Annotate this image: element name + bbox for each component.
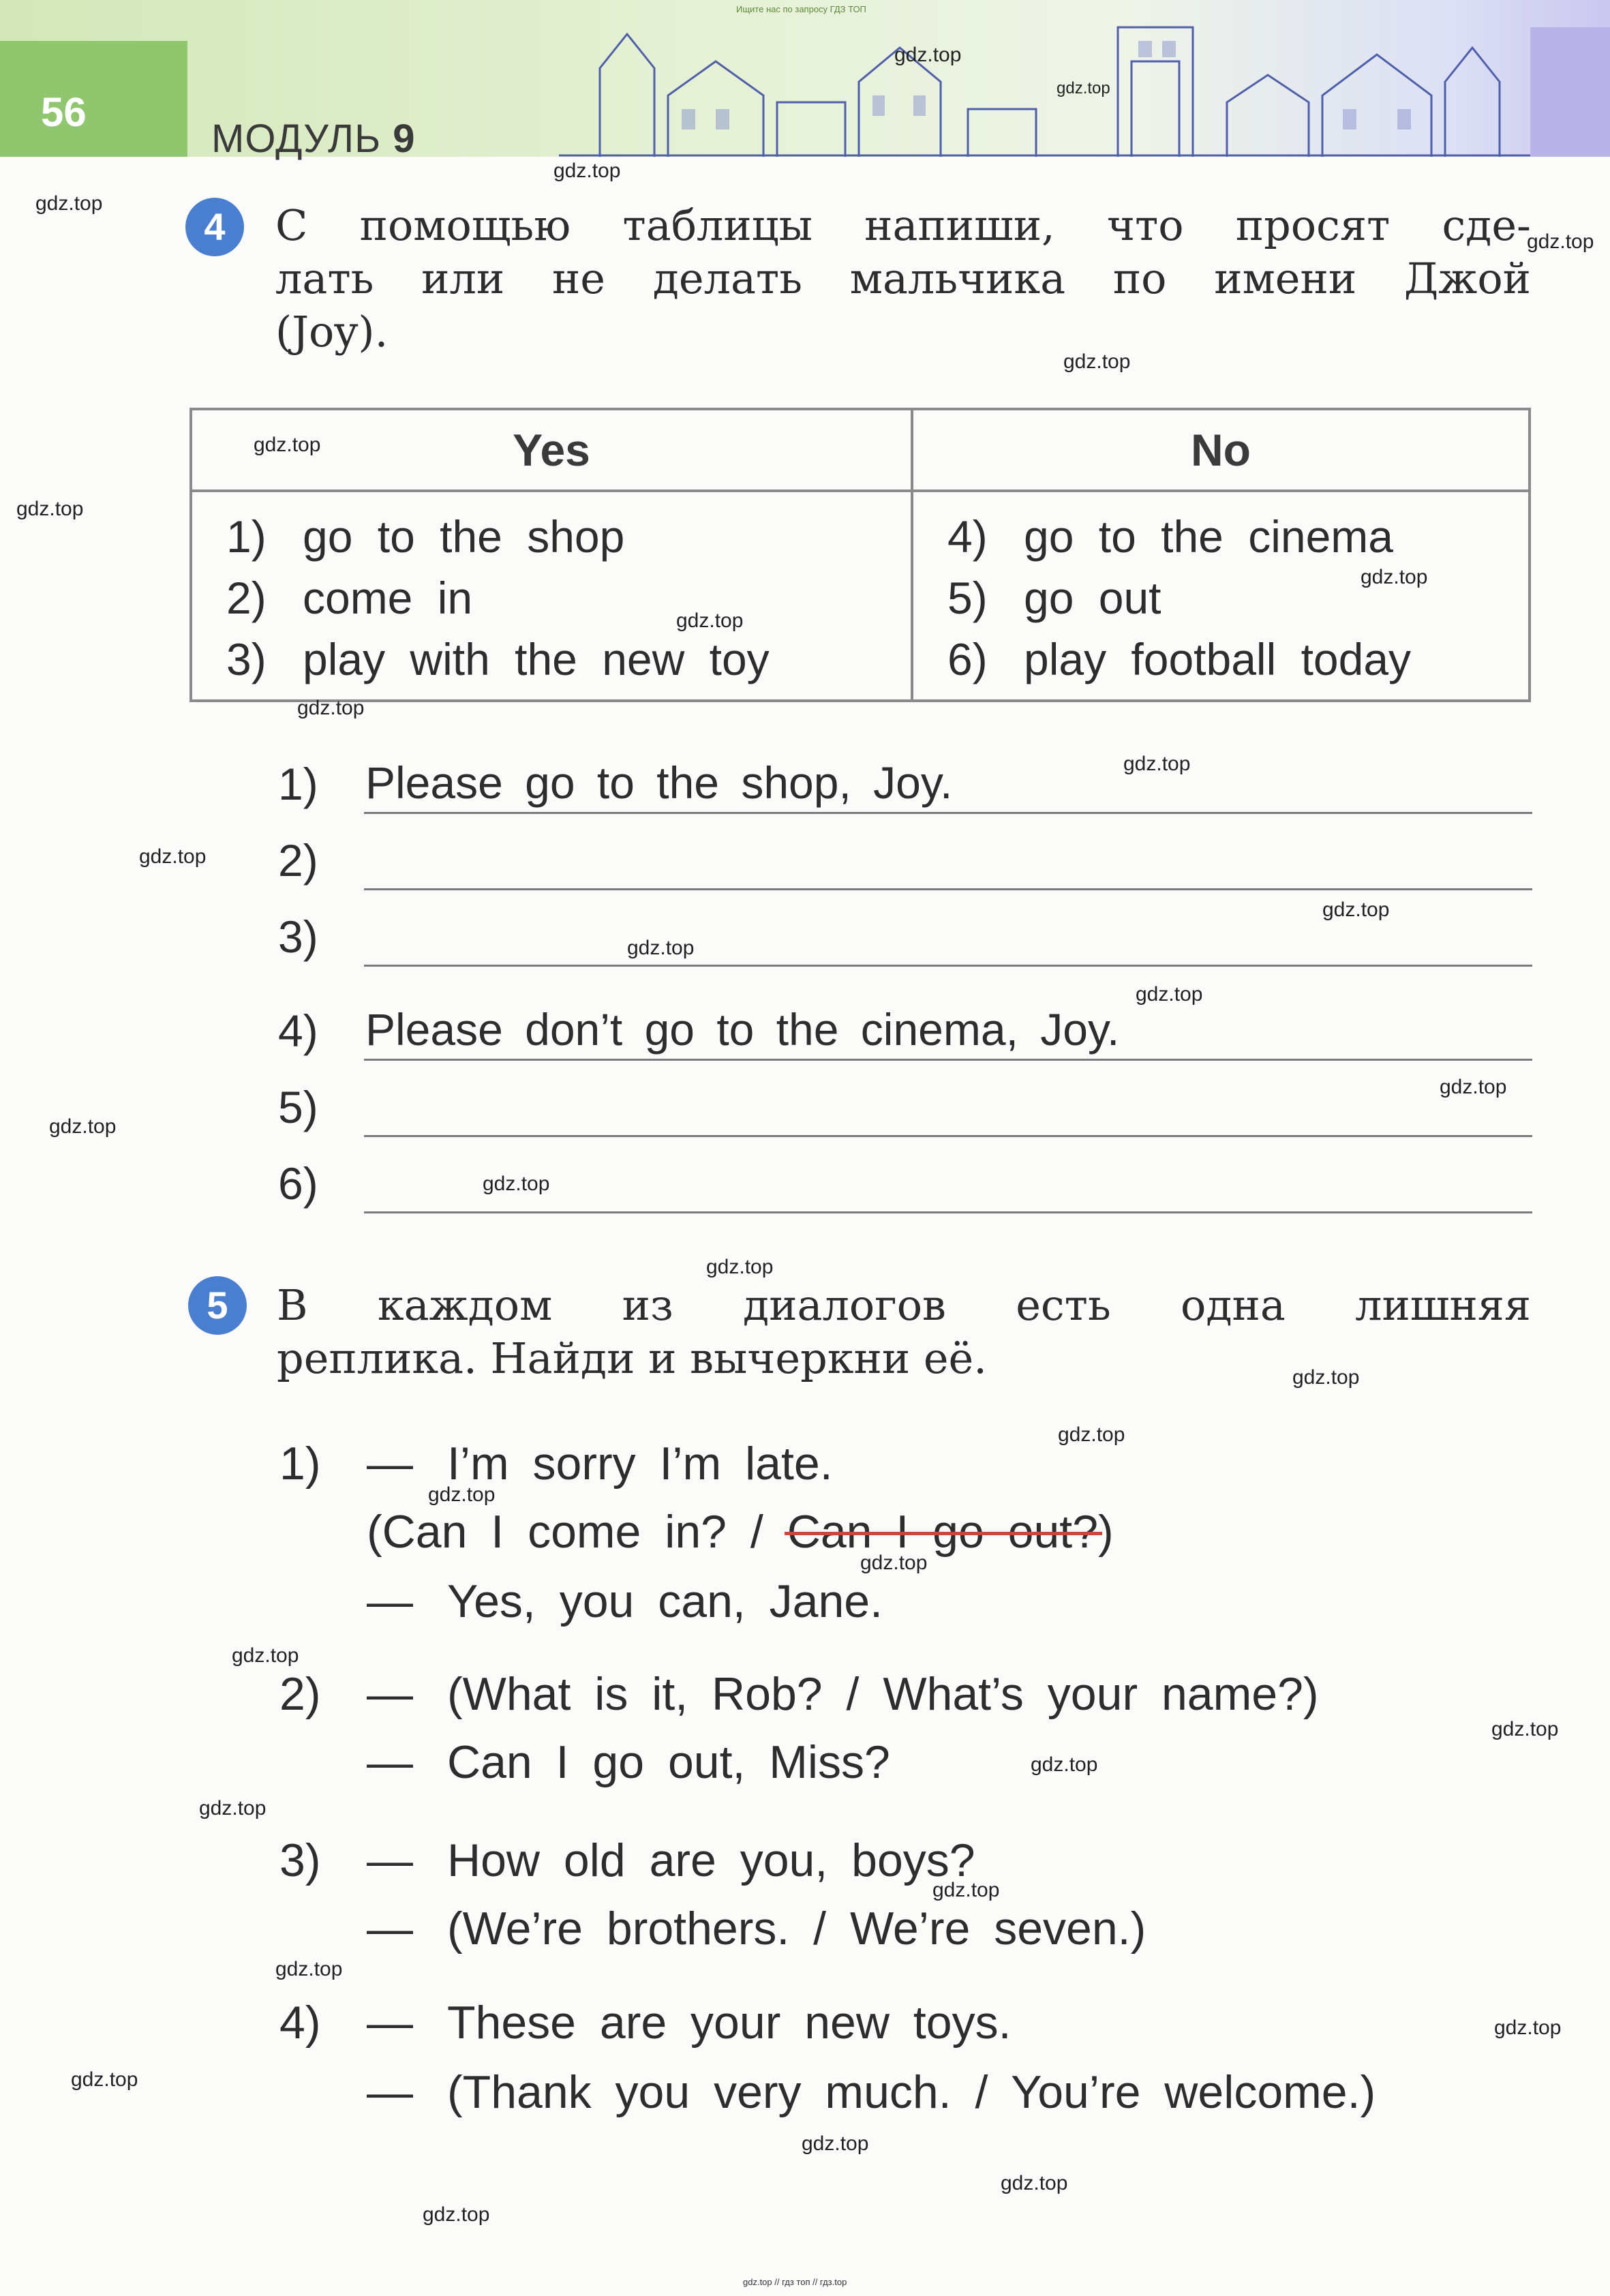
answer-text: Please don’t go to the cinema, Joy. [365,1004,1120,1055]
watermark: gdz.top [1440,1076,1507,1098]
dialogue-4-options: (Thank you very much. / You’re welcome.) [447,2066,1376,2118]
watermark: gdz.top [1322,898,1390,921]
option-b: You’re welcome. [1011,2066,1361,2118]
answer-text: Please go to the shop, Joy. [365,757,953,808]
watermark: gdz.top [894,44,962,66]
watermark: gdz.top [16,498,84,520]
task-5-line: реплика. Найди и вычеркни её. [277,1333,987,1383]
dialogue-1-options: (Can I come in? / Can I go out?) [367,1506,1114,1558]
no-header: No [912,409,1530,491]
watermark: gdz.top [1292,1366,1360,1389]
dialogue-4-number: 4) [279,1997,321,2049]
watermark: gdz.top [627,937,695,959]
dialogue-2-number: 2) [279,1668,321,1720]
yes-no-table [189,408,1531,702]
watermark: gdz.top [706,1256,774,1278]
dialogue-dash: — [367,1834,413,1886]
watermark: gdz.top [1136,983,1203,1006]
dialogue-2-line: Can I go out, Miss? [447,1736,890,1788]
watermark: gdz.top [1031,1753,1098,1776]
dialogue-dash: — [367,1997,413,2049]
watermark: gdz.top [297,697,365,719]
answer-line-5[interactable]: 5) [278,1061,1532,1137]
option-b: We’re seven. [849,1903,1131,1954]
task-4-instruction [275,199,1531,359]
dialogue-dash: — [367,1438,413,1490]
watermark: gdz.top [254,434,321,456]
dialogue-4-line: These are your new toys. [447,1997,1012,2049]
option-a: We’re brothers. [462,1903,790,1954]
module-title [211,116,416,162]
city-skyline-illustration [559,20,1540,157]
dialogue-dash: — [367,1903,413,1954]
footer-note: gdz.top // гдз топ // гдз.top [743,2277,847,2287]
dialogue-1-number: 1) [279,1438,321,1490]
watermark: gdz.top [49,1115,117,1138]
answer-line-3[interactable]: 3) [278,890,1532,967]
task-4-line: лать или не делать мальчика по имени Джой [275,254,1531,303]
watermark: gdz.top [1123,753,1191,775]
watermark: gdz.top [932,1879,1000,1901]
dialogue-dash: — [367,1575,413,1627]
watermark: gdz.top [802,2132,869,2155]
top-note: Ищите нас по запросу ГДЗ ТОП [736,4,866,14]
dialogue-3-number: 3) [279,1834,321,1886]
watermark: gdz.top [1001,2172,1068,2194]
task-4-line: (Joy). [275,307,389,357]
dialogue-dash: — [367,1736,413,1788]
no-column [912,491,1530,701]
dialogue-1-line: I’m sorry I’m late. [447,1438,833,1490]
watermark: gdz.top [553,160,621,182]
option-a: Thank you very much. [462,2066,952,2118]
watermark: gdz.top [275,1958,343,1980]
watermark: gdz.top [1491,1718,1559,1740]
option-a: What is it, Rob? [462,1668,823,1720]
watermark: gdz.top [483,1173,550,1195]
page-number: 56 [41,89,87,135]
answer-line-6[interactable]: 6) [278,1137,1532,1213]
answer-line-1[interactable]: 1) Please go to the shop, Joy. [278,738,1532,814]
corner-tab [1530,27,1610,157]
watermark: gdz.top [1058,1423,1125,1446]
watermark: gdz.top [1063,350,1131,373]
task-5-line: В каждом из диалогов есть одна лишняя [277,1280,1531,1330]
task-4-line: С помощью таблицы напиши, что просят сде- [275,200,1531,250]
watermark: gdz.top [232,1644,299,1667]
task-5-badge: 5 [188,1276,247,1335]
watermark: gdz.top [199,1797,267,1819]
dialogue-2-options: (What is it, Rob? / What’s your name?) [447,1668,1319,1720]
answer-line-4[interactable]: 4) Please don’t go to the cinema, Joy. [278,984,1532,1061]
answer-line-2[interactable]: 2) [278,814,1532,890]
option-a: Can I come in? [382,1506,727,1558]
option-b: What’s your name? [883,1668,1303,1720]
yes-item: 2) come in [226,573,473,623]
no-item: 5) go out [947,573,1161,623]
watermark: gdz.top [1057,79,1110,97]
watermark: gdz.top [139,845,207,868]
watermark: gdz.top [71,2068,138,2091]
no-item: 4) go to the cinema [947,511,1393,562]
watermark: gdz.top [1361,566,1428,588]
module-number: 9 [393,117,416,161]
watermark: gdz.top [676,609,744,632]
watermark: gdz.top [1494,2016,1562,2039]
page-number-tab [0,41,187,157]
yes-column [191,491,912,701]
dialogue-dash: — [367,2066,413,2118]
dialogue-1-line: Yes, you can, Jane. [447,1575,883,1627]
yes-item: 3) play with the new toy [226,634,770,684]
dialogue-3-options: (We’re brothers. / We’re seven.) [447,1903,1146,1954]
watermark: gdz.top [35,192,103,215]
watermark: gdz.top [423,2203,490,2226]
dialogue-3-line: How old are you, boys? [447,1834,975,1886]
watermark: gdz.top [1527,230,1594,253]
watermark: gdz.top [860,1552,928,1574]
module-label: МОДУЛЬ [211,117,382,161]
watermark: gdz.top [428,1483,496,1506]
no-item: 6) play football today [947,634,1412,684]
yes-item: 1) go to the shop [226,511,625,562]
yes-header: Yes [191,409,912,491]
struck-out-option: Can I go out? [787,1506,1099,1558]
dialogue-dash: — [367,1668,413,1720]
task-4-badge: 4 [185,198,244,256]
